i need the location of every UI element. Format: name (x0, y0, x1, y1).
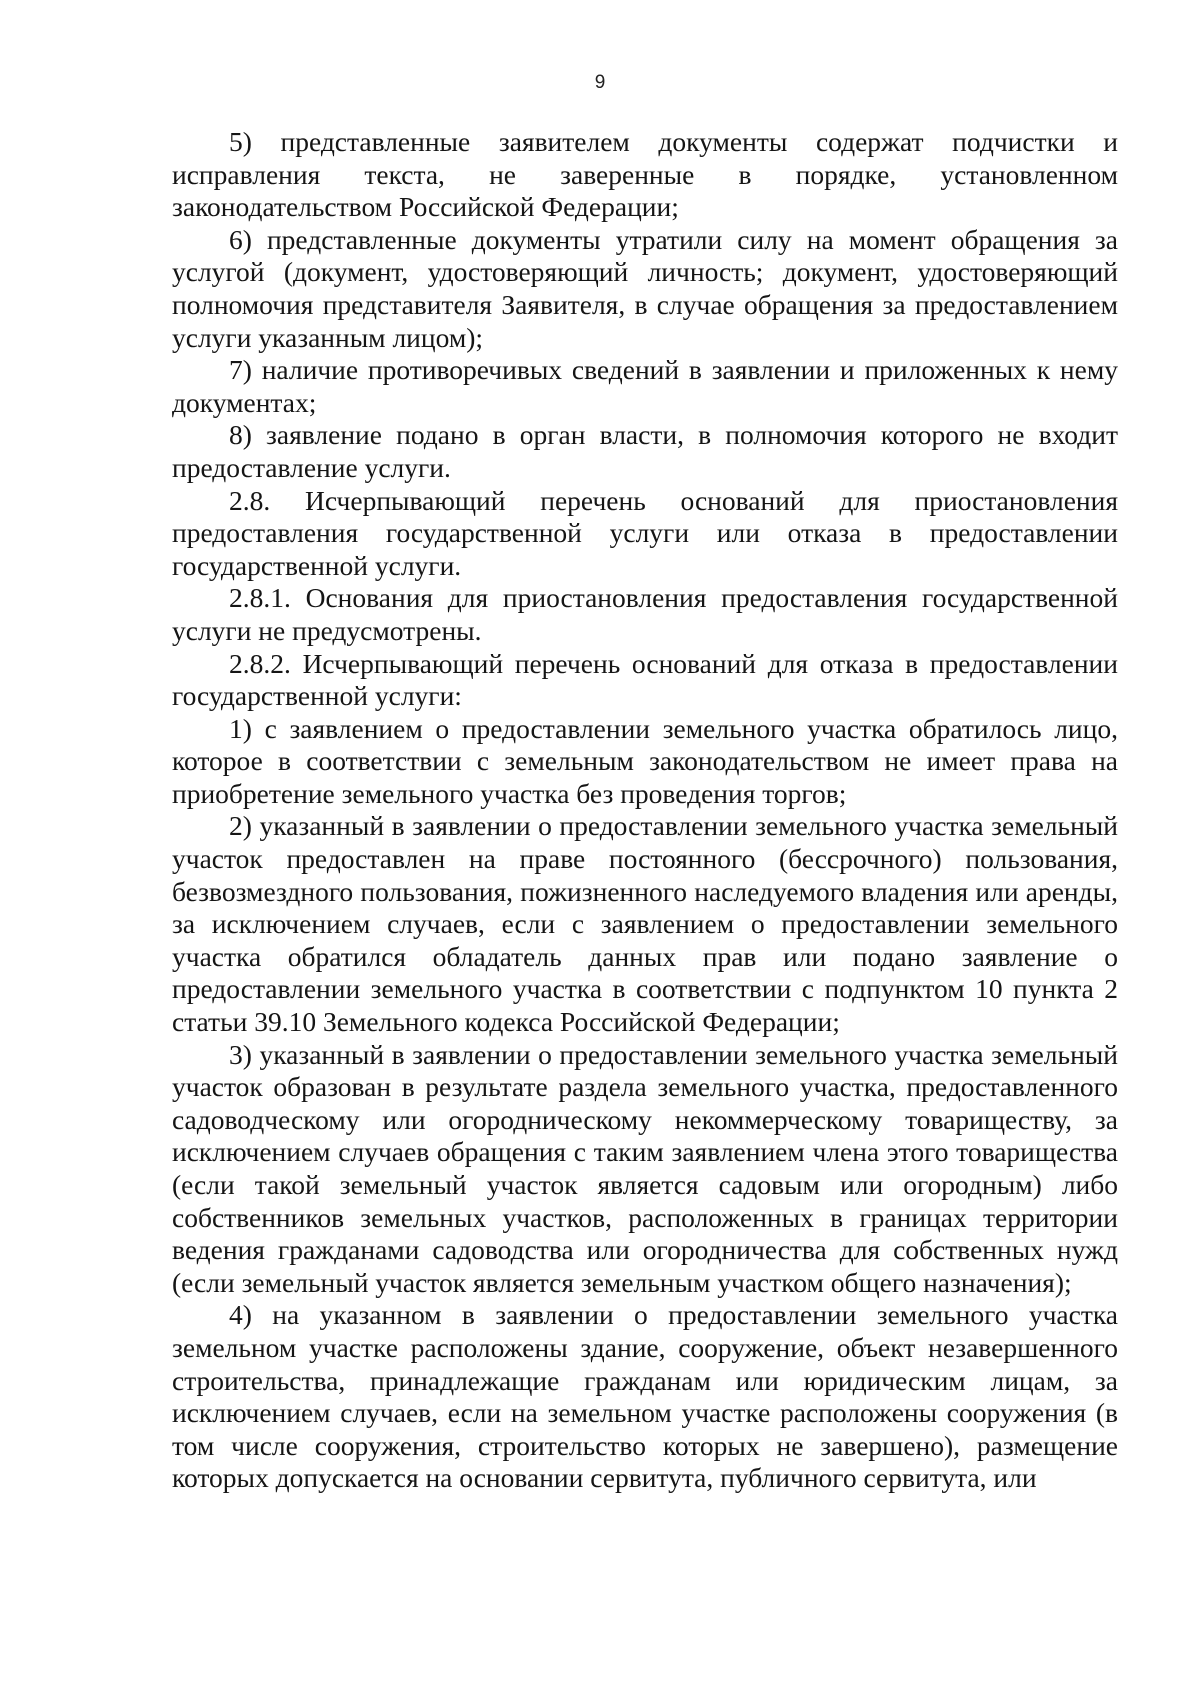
refusal-ground-1: 1) с заявлением о предоставлении земельного участка обратилось лицо, которое в соответствии с земельным законодательством не имеет права на приобретение земельного участка без проведения торгов; (172, 712, 1118, 809)
refusal-ground-4: 4) на указанном в заявлении о предоставлении земельного участка земельном участке расположены здание, сооружение, объект незавершенного строительства, принадлежащие гражданам или юридическим лицам, за исключением случаев, если на земельном участке расположены сооружения (в том числе сооружения, строительство которых не завершено), размещение которых допускается на основании сервитута, публичного сервитута, или (172, 1299, 1118, 1494)
paragraph-item-6: 6) представленные документы утратили силу на момент обращения за услугой (документ, удостоверяющий личность; документ, удостоверяющий полномочия представителя Заявителя, в случае обращения за предоставлением услуги указанным лицом); (172, 223, 1118, 353)
refusal-ground-2: 2) указанный в заявлении о предоставлении земельного участка земельный участок предоставлен на праве постоянного (бессрочного) пользования, безвозмездного пользования, пожизненного наследуемого владения или аренды, за исключением случаев, если с заявлением о предоставлении земельного участка обратился обладатель данных прав или подано заявление о предоставлении земельного участка в соответствии с подпунктом 10 пункта 2 статьи 39.10 Земельного кодекса Российской Федерации; (172, 810, 1118, 1038)
paragraph-item-7: 7) наличие противоречивых сведений в заявлении и приложенных к нему документах; (172, 354, 1118, 418)
section-2-8-2: 2.8.2. Исчерпывающий перечень оснований для отказа в предоставлении государственной услуги: (172, 647, 1118, 712)
paragraph-item-8: 8) заявление подано в орган власти, в полномочия которого не входит предоставление услуги. (172, 419, 1118, 483)
refusal-ground-3: 3) указанный в заявлении о предоставлении земельного участка земельный участок образован в результате раздела земельного участка, предоставленного садоводческому или огородническому некоммерческому товариществу, за исключением случаев обращения с таким заявлением члена этого товарищества (если такой земельный участок является садовым или огородным) либо собственников земельных участков, расположенных в границах территории ведения гражданами садоводства или огородничества для собственных нужд (если земельный участок является земельным участком общего назначения); (172, 1038, 1118, 1298)
page-number: 9 (594, 72, 606, 93)
document-body (172, 126, 1118, 1495)
section-2-8-1: 2.8.1. Основания для приостановления предоставления государственной услуги не предусмотрены. (172, 582, 1118, 646)
section-2-8-heading: 2.8. Исчерпывающий перечень оснований для приостановления предоставления государственной услуги или отказа в предоставлении государственной услуги. (172, 484, 1118, 581)
paragraph-item-5: 5) представленные заявителем документы содержат подчистки и исправления текста, не заверенные в порядке, установленном законодательством Российской Федерации; (172, 126, 1118, 223)
